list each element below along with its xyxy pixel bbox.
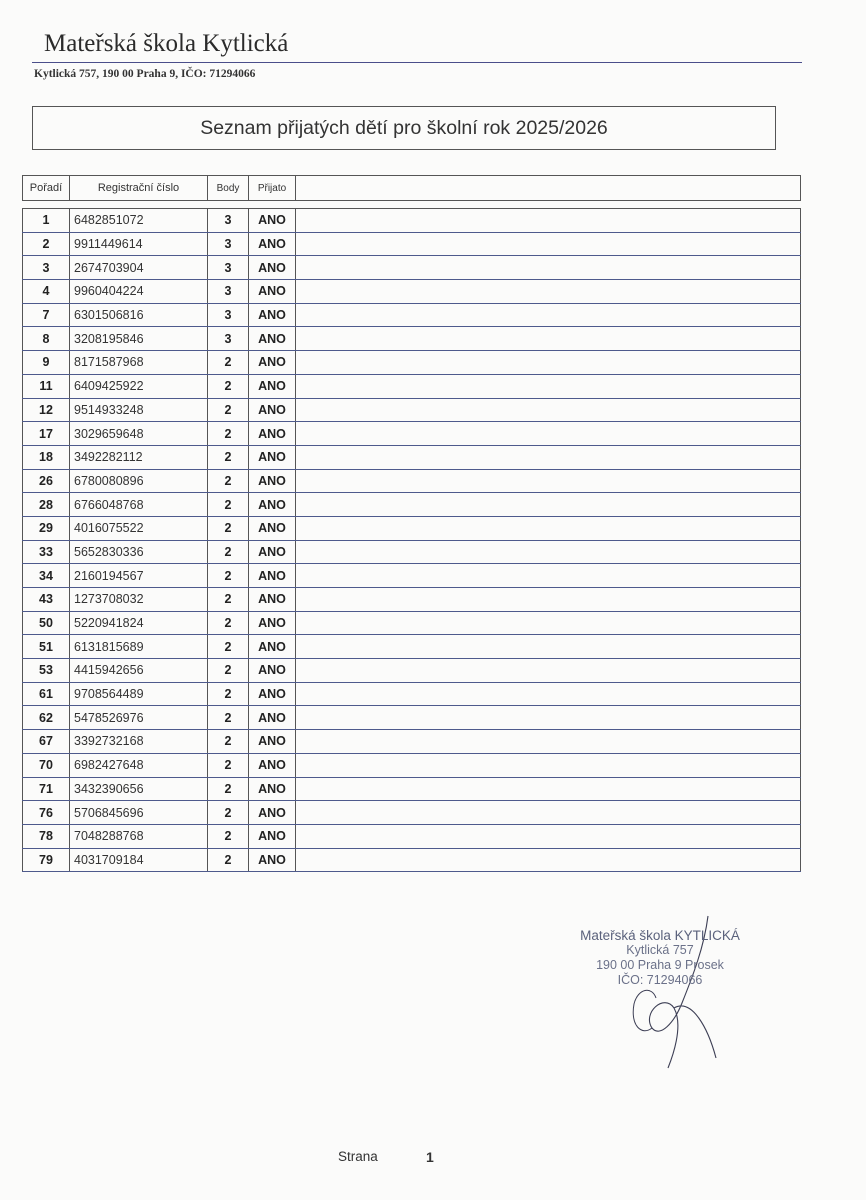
- row-points: 2: [208, 374, 249, 398]
- row-accepted: ANO: [249, 327, 296, 351]
- row-order: 79: [23, 848, 70, 872]
- table-row: [23, 706, 801, 730]
- table-row: [23, 635, 801, 659]
- row-blank: [296, 730, 801, 754]
- row-points: 3: [208, 256, 249, 280]
- row-order: 50: [23, 611, 70, 635]
- row-points: 2: [208, 777, 249, 801]
- row-points: 2: [208, 398, 249, 422]
- row-blank: [296, 706, 801, 730]
- header-rule: [32, 62, 802, 63]
- row-points: 2: [208, 469, 249, 493]
- row-blank: [296, 611, 801, 635]
- row-accepted: ANO: [249, 611, 296, 635]
- col-header-accepted: Přijato: [249, 176, 296, 201]
- table-row: [23, 256, 801, 280]
- row-accepted: ANO: [249, 659, 296, 683]
- document-title-text: Seznam přijatých dětí pro školní rok 2025/2026: [200, 116, 608, 139]
- row-order: 3: [23, 256, 70, 280]
- row-registration-number: 9960404224: [70, 280, 208, 304]
- row-blank: [296, 493, 801, 517]
- row-registration-number: 2674703904: [70, 256, 208, 280]
- row-accepted: ANO: [249, 445, 296, 469]
- row-points: 2: [208, 351, 249, 375]
- row-blank: [296, 848, 801, 872]
- row-order: 12: [23, 398, 70, 422]
- table-row: [23, 516, 801, 540]
- table-row: [23, 351, 801, 375]
- row-order: 70: [23, 753, 70, 777]
- row-points: 2: [208, 753, 249, 777]
- row-points: 2: [208, 493, 249, 517]
- row-points: 2: [208, 659, 249, 683]
- table-row: [23, 801, 801, 825]
- row-registration-number: 4415942656: [70, 659, 208, 683]
- row-order: 51: [23, 635, 70, 659]
- row-order: 1: [23, 209, 70, 233]
- table-row: [23, 374, 801, 398]
- row-registration-number: 5220941824: [70, 611, 208, 635]
- row-accepted: ANO: [249, 280, 296, 304]
- row-order: 26: [23, 469, 70, 493]
- row-order: 33: [23, 540, 70, 564]
- row-accepted: ANO: [249, 540, 296, 564]
- table-row: [23, 422, 801, 446]
- row-blank: [296, 588, 801, 612]
- row-blank: [296, 374, 801, 398]
- row-registration-number: 6131815689: [70, 635, 208, 659]
- row-points: 2: [208, 682, 249, 706]
- row-blank: [296, 540, 801, 564]
- row-registration-number: 9708564489: [70, 682, 208, 706]
- table-row: [23, 588, 801, 612]
- row-registration-number: 6780080896: [70, 469, 208, 493]
- row-points: 2: [208, 848, 249, 872]
- row-registration-number: 6766048768: [70, 493, 208, 517]
- row-blank: [296, 777, 801, 801]
- row-accepted: ANO: [249, 303, 296, 327]
- row-accepted: ANO: [249, 398, 296, 422]
- row-accepted: ANO: [249, 801, 296, 825]
- row-accepted: ANO: [249, 469, 296, 493]
- stamp-line-2: Kytlická 757: [626, 943, 694, 957]
- table-row: [23, 469, 801, 493]
- table-row: [23, 848, 801, 872]
- row-points: 2: [208, 730, 249, 754]
- row-accepted: ANO: [249, 493, 296, 517]
- school-address: Kytlická 757, 190 00 Praha 9, IČO: 71294066: [34, 68, 256, 80]
- row-points: 2: [208, 635, 249, 659]
- row-order: 8: [23, 327, 70, 351]
- row-accepted: ANO: [249, 564, 296, 588]
- row-registration-number: 9514933248: [70, 398, 208, 422]
- table-row: [23, 564, 801, 588]
- table-row: [23, 730, 801, 754]
- row-points: 2: [208, 540, 249, 564]
- accepted-children-table: [22, 208, 801, 872]
- row-blank: [296, 445, 801, 469]
- table-row: [23, 398, 801, 422]
- row-order: 2: [23, 232, 70, 256]
- table-header: [22, 175, 801, 201]
- table-row: [23, 659, 801, 683]
- row-accepted: ANO: [249, 753, 296, 777]
- row-blank: [296, 351, 801, 375]
- row-registration-number: 5652830336: [70, 540, 208, 564]
- row-points: 2: [208, 706, 249, 730]
- stamp-line-4: IČO: 71294066: [617, 973, 703, 987]
- row-blank: [296, 753, 801, 777]
- row-order: 9: [23, 351, 70, 375]
- row-order: 28: [23, 493, 70, 517]
- row-blank: [296, 824, 801, 848]
- row-order: 53: [23, 659, 70, 683]
- row-accepted: ANO: [249, 706, 296, 730]
- school-name: Mateřská škola Kytlická: [44, 30, 289, 57]
- table-row: [23, 540, 801, 564]
- row-registration-number: 6482851072: [70, 209, 208, 233]
- row-order: 78: [23, 824, 70, 848]
- row-points: 2: [208, 445, 249, 469]
- table-row: [23, 493, 801, 517]
- stamp-line-3: 190 00 Praha 9 Prosek: [596, 958, 724, 972]
- col-header-blank: [296, 176, 801, 201]
- row-accepted: ANO: [249, 209, 296, 233]
- row-order: 7: [23, 303, 70, 327]
- table-row: [23, 753, 801, 777]
- row-points: 2: [208, 824, 249, 848]
- row-accepted: ANO: [249, 256, 296, 280]
- row-registration-number: 7048288768: [70, 824, 208, 848]
- row-registration-number: 3492282112: [70, 445, 208, 469]
- row-points: 2: [208, 588, 249, 612]
- row-points: 3: [208, 280, 249, 304]
- row-accepted: ANO: [249, 232, 296, 256]
- row-registration-number: 8171587968: [70, 351, 208, 375]
- table-row: [23, 209, 801, 233]
- table-row: [23, 611, 801, 635]
- row-order: 67: [23, 730, 70, 754]
- col-header-points: Body: [208, 176, 249, 201]
- row-blank: [296, 801, 801, 825]
- row-order: 61: [23, 682, 70, 706]
- row-order: 34: [23, 564, 70, 588]
- table-row: [23, 327, 801, 351]
- table-row: [23, 445, 801, 469]
- col-header-order: Pořadí: [23, 176, 70, 201]
- row-registration-number: 3029659648: [70, 422, 208, 446]
- row-points: 3: [208, 232, 249, 256]
- row-blank: [296, 398, 801, 422]
- row-order: 43: [23, 588, 70, 612]
- row-blank: [296, 516, 801, 540]
- row-blank: [296, 303, 801, 327]
- row-registration-number: 9911449614: [70, 232, 208, 256]
- row-registration-number: 3392732168: [70, 730, 208, 754]
- row-order: 71: [23, 777, 70, 801]
- row-order: 76: [23, 801, 70, 825]
- row-registration-number: 3208195846: [70, 327, 208, 351]
- page-number: 1: [426, 1149, 434, 1165]
- row-order: 62: [23, 706, 70, 730]
- row-accepted: ANO: [249, 588, 296, 612]
- row-blank: [296, 635, 801, 659]
- row-points: 2: [208, 611, 249, 635]
- row-order: 18: [23, 445, 70, 469]
- table-row: [23, 777, 801, 801]
- row-registration-number: 4031709184: [70, 848, 208, 872]
- row-order: 11: [23, 374, 70, 398]
- row-blank: [296, 682, 801, 706]
- table-row: [23, 824, 801, 848]
- row-points: 2: [208, 516, 249, 540]
- row-blank: [296, 659, 801, 683]
- row-points: 2: [208, 801, 249, 825]
- table-row: [23, 280, 801, 304]
- row-blank: [296, 469, 801, 493]
- row-accepted: ANO: [249, 730, 296, 754]
- row-registration-number: 5706845696: [70, 801, 208, 825]
- stamp-line-1: Mateřská škola KYTLICKÁ: [580, 928, 740, 943]
- row-blank: [296, 327, 801, 351]
- row-registration-number: 6409425922: [70, 374, 208, 398]
- table-body: [23, 209, 801, 872]
- row-accepted: ANO: [249, 777, 296, 801]
- row-blank: [296, 422, 801, 446]
- row-points: 3: [208, 327, 249, 351]
- row-points: 2: [208, 422, 249, 446]
- row-registration-number: 4016075522: [70, 516, 208, 540]
- row-blank: [296, 232, 801, 256]
- table-row: [23, 303, 801, 327]
- table-row: [23, 682, 801, 706]
- row-order: 29: [23, 516, 70, 540]
- row-accepted: ANO: [249, 422, 296, 446]
- row-order: 4: [23, 280, 70, 304]
- row-registration-number: 6982427648: [70, 753, 208, 777]
- row-blank: [296, 256, 801, 280]
- row-registration-number: 5478526976: [70, 706, 208, 730]
- row-order: 17: [23, 422, 70, 446]
- row-accepted: ANO: [249, 682, 296, 706]
- row-accepted: ANO: [249, 351, 296, 375]
- row-accepted: ANO: [249, 374, 296, 398]
- col-header-registration: Registrační číslo: [70, 176, 208, 201]
- row-blank: [296, 280, 801, 304]
- document-title: [32, 106, 776, 150]
- row-accepted: ANO: [249, 516, 296, 540]
- row-blank: [296, 209, 801, 233]
- row-accepted: ANO: [249, 848, 296, 872]
- row-accepted: ANO: [249, 635, 296, 659]
- footer-label: Strana: [338, 1149, 378, 1164]
- row-registration-number: 1273708032: [70, 588, 208, 612]
- row-points: 3: [208, 303, 249, 327]
- row-points: 3: [208, 209, 249, 233]
- school-stamp: [560, 928, 760, 988]
- row-points: 2: [208, 564, 249, 588]
- row-registration-number: 3432390656: [70, 777, 208, 801]
- row-accepted: ANO: [249, 824, 296, 848]
- row-registration-number: 2160194567: [70, 564, 208, 588]
- row-blank: [296, 564, 801, 588]
- row-registration-number: 6301506816: [70, 303, 208, 327]
- page-footer: [338, 1149, 434, 1165]
- table-row: [23, 232, 801, 256]
